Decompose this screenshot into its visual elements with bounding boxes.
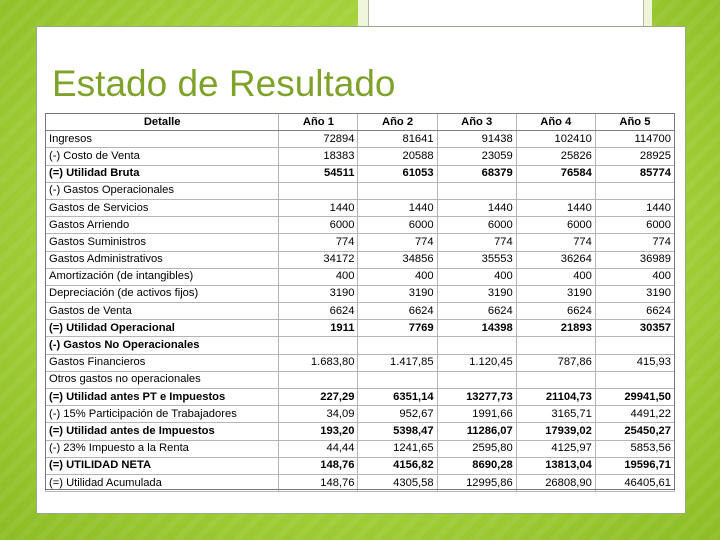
column-header-detalle: Detalle — [46, 114, 279, 131]
row-value-year-1: 34,09 — [279, 406, 358, 423]
row-label: (=) Utilidad antes PT e Impuestos — [46, 389, 279, 406]
row-value-year-4: 26808,90 — [516, 474, 595, 491]
row-value-year-3: 400 — [437, 268, 516, 285]
row-value-year-4: 3190 — [516, 285, 595, 302]
row-label: (=) Utilidad Acumulada — [46, 474, 279, 491]
row-value-year-2: 61053 — [358, 165, 437, 182]
table-row — [46, 234, 675, 251]
table-row — [46, 182, 675, 199]
row-label: (-) Costo de Venta — [46, 148, 279, 165]
row-value-year-4: 774 — [516, 234, 595, 251]
column-header-year-3: Año 3 — [437, 114, 516, 131]
row-value-year-1: 148,76 — [279, 474, 358, 491]
row-value-year-1: 6000 — [279, 217, 358, 234]
row-value-year-5: 114700 — [595, 131, 674, 148]
row-value-year-2: 4305,58 — [358, 474, 437, 491]
row-value-year-1 — [279, 182, 358, 199]
row-value-year-2 — [358, 337, 437, 354]
row-value-year-5: 19596,71 — [595, 457, 674, 474]
row-value-year-2: 400 — [358, 268, 437, 285]
row-label: Gastos de Servicios — [46, 199, 279, 216]
row-label: (-) 15% Participación de Trabajadores — [46, 406, 279, 423]
row-label: (=) UTILIDAD NETA — [46, 457, 279, 474]
row-value-year-5: 29941,50 — [595, 389, 674, 406]
row-value-year-5: 774 — [595, 234, 674, 251]
row-value-year-4: 787,86 — [516, 354, 595, 371]
row-value-year-5: 25450,27 — [595, 423, 674, 440]
row-value-year-2: 4156,82 — [358, 457, 437, 474]
row-value-year-1: 34172 — [279, 251, 358, 268]
table-row — [46, 337, 675, 354]
row-value-year-1 — [279, 337, 358, 354]
row-value-year-2: 3190 — [358, 285, 437, 302]
column-header-year-2: Año 2 — [358, 114, 437, 131]
row-value-year-3: 1.120,45 — [437, 354, 516, 371]
row-value-year-5: 3190 — [595, 285, 674, 302]
row-value-year-3: 68379 — [437, 165, 516, 182]
row-value-year-2: 7769 — [358, 320, 437, 337]
table-row — [46, 371, 675, 388]
row-label: Gastos Suministros — [46, 234, 279, 251]
row-value-year-2: 1.417,85 — [358, 354, 437, 371]
row-label: Otros gastos no operacionales — [46, 371, 279, 388]
row-value-year-2: 20588 — [358, 148, 437, 165]
row-value-year-1: 774 — [279, 234, 358, 251]
row-label: Gastos de Venta — [46, 303, 279, 320]
row-value-year-3 — [437, 371, 516, 388]
row-value-year-2: 774 — [358, 234, 437, 251]
row-value-year-4: 36264 — [516, 251, 595, 268]
row-value-year-3: 1991,66 — [437, 406, 516, 423]
row-value-year-5: 46405,61 — [595, 474, 674, 491]
row-value-year-3: 6000 — [437, 217, 516, 234]
row-value-year-5: 28925 — [595, 148, 674, 165]
row-label: (=) Utilidad Operacional — [46, 320, 279, 337]
row-value-year-1: 1440 — [279, 199, 358, 216]
row-value-year-3 — [437, 182, 516, 199]
row-label: Gastos Financieros — [46, 354, 279, 371]
row-label: Gastos Administrativos — [46, 251, 279, 268]
row-value-year-5 — [595, 182, 674, 199]
row-value-year-3: 91438 — [437, 131, 516, 148]
table-row — [46, 268, 675, 285]
row-value-year-5: 85774 — [595, 165, 674, 182]
row-value-year-2: 952,67 — [358, 406, 437, 423]
row-value-year-1: 44,44 — [279, 440, 358, 457]
row-value-year-5: 400 — [595, 268, 674, 285]
row-value-year-5: 6624 — [595, 303, 674, 320]
row-value-year-2 — [358, 371, 437, 388]
row-value-year-3: 3190 — [437, 285, 516, 302]
row-value-year-5: 5853,56 — [595, 440, 674, 457]
row-label: (-) Gastos Operacionales — [46, 182, 279, 199]
row-value-year-3: 8690,28 — [437, 457, 516, 474]
row-value-year-1: 6624 — [279, 303, 358, 320]
row-value-year-4: 102410 — [516, 131, 595, 148]
row-value-year-1: 148,76 — [279, 457, 358, 474]
row-value-year-3: 35553 — [437, 251, 516, 268]
income-statement-table — [45, 113, 675, 492]
row-value-year-2: 6000 — [358, 217, 437, 234]
row-value-year-4: 1440 — [516, 199, 595, 216]
table-row — [46, 389, 675, 406]
table-row — [46, 423, 675, 440]
table-header-row — [46, 114, 675, 131]
row-value-year-4 — [516, 371, 595, 388]
row-value-year-1: 227,29 — [279, 389, 358, 406]
row-label: (-) 23% Impuesto a la Renta — [46, 440, 279, 457]
table-body — [46, 131, 675, 492]
row-value-year-2: 6351,14 — [358, 389, 437, 406]
row-label: Depreciación (de activos fijos) — [46, 285, 279, 302]
row-value-year-4: 4125,97 — [516, 440, 595, 457]
row-value-year-1: 3190 — [279, 285, 358, 302]
row-value-year-4: 400 — [516, 268, 595, 285]
row-label: Ingresos — [46, 131, 279, 148]
row-value-year-4: 13813,04 — [516, 457, 595, 474]
row-value-year-4: 25826 — [516, 148, 595, 165]
row-value-year-4: 21104,73 — [516, 389, 595, 406]
row-value-year-3: 1440 — [437, 199, 516, 216]
row-label: (=) Utilidad Bruta — [46, 165, 279, 182]
row-value-year-2: 1241,65 — [358, 440, 437, 457]
row-label: Gastos Arriendo — [46, 217, 279, 234]
row-value-year-5 — [595, 371, 674, 388]
row-value-year-2: 1440 — [358, 199, 437, 216]
row-value-year-1 — [279, 371, 358, 388]
row-value-year-4: 6624 — [516, 303, 595, 320]
table-row — [46, 165, 675, 182]
row-value-year-4: 3165,71 — [516, 406, 595, 423]
row-value-year-4 — [516, 337, 595, 354]
table-row — [46, 148, 675, 165]
column-header-year-4: Año 4 — [516, 114, 595, 131]
row-value-year-2: 5398,47 — [358, 423, 437, 440]
table-row — [46, 199, 675, 216]
row-value-year-4: 76584 — [516, 165, 595, 182]
row-value-year-3: 23059 — [437, 148, 516, 165]
row-value-year-4 — [516, 182, 595, 199]
row-value-year-2: 34856 — [358, 251, 437, 268]
row-value-year-4: 21893 — [516, 320, 595, 337]
row-value-year-1: 18383 — [279, 148, 358, 165]
row-value-year-5: 1440 — [595, 199, 674, 216]
row-value-year-1: 1.683,80 — [279, 354, 358, 371]
table-row — [46, 303, 675, 320]
column-header-year-1: Año 1 — [279, 114, 358, 131]
table-row — [46, 285, 675, 302]
row-label: (=) Utilidad antes de Impuestos — [46, 423, 279, 440]
row-value-year-1: 54511 — [279, 165, 358, 182]
row-value-year-3: 12995,86 — [437, 474, 516, 491]
row-value-year-5 — [595, 337, 674, 354]
table-row — [46, 474, 675, 491]
table-row — [46, 406, 675, 423]
row-label: Amortización (de intangibles) — [46, 268, 279, 285]
row-value-year-5: 415,93 — [595, 354, 674, 371]
row-value-year-3: 774 — [437, 234, 516, 251]
row-value-year-4: 17939,02 — [516, 423, 595, 440]
row-value-year-1: 400 — [279, 268, 358, 285]
row-value-year-4: 6000 — [516, 217, 595, 234]
column-header-year-5: Año 5 — [595, 114, 674, 131]
table-row — [46, 251, 675, 268]
slide-title: Estado de Resultado — [52, 63, 396, 104]
row-value-year-3: 14398 — [437, 320, 516, 337]
table-row — [46, 217, 675, 234]
table-row — [46, 320, 675, 337]
table-row — [46, 354, 675, 371]
row-value-year-2: 6624 — [358, 303, 437, 320]
row-value-year-5: 30357 — [595, 320, 674, 337]
income-statement-table-wrap — [45, 113, 675, 490]
row-value-year-2 — [358, 182, 437, 199]
table-row — [46, 131, 675, 148]
row-value-year-5: 6000 — [595, 217, 674, 234]
table-row — [46, 457, 675, 474]
row-value-year-3: 6624 — [437, 303, 516, 320]
table-row — [46, 440, 675, 457]
row-value-year-1: 72894 — [279, 131, 358, 148]
row-value-year-3: 11286,07 — [437, 423, 516, 440]
row-value-year-2: 81641 — [358, 131, 437, 148]
row-label: (-) Gastos No Operacionales — [46, 337, 279, 354]
row-value-year-3 — [437, 337, 516, 354]
row-value-year-5: 4491,22 — [595, 406, 674, 423]
row-value-year-1: 1911 — [279, 320, 358, 337]
row-value-year-3: 13277,73 — [437, 389, 516, 406]
row-value-year-3: 2595,80 — [437, 440, 516, 457]
row-value-year-1: 193,20 — [279, 423, 358, 440]
row-value-year-5: 36989 — [595, 251, 674, 268]
